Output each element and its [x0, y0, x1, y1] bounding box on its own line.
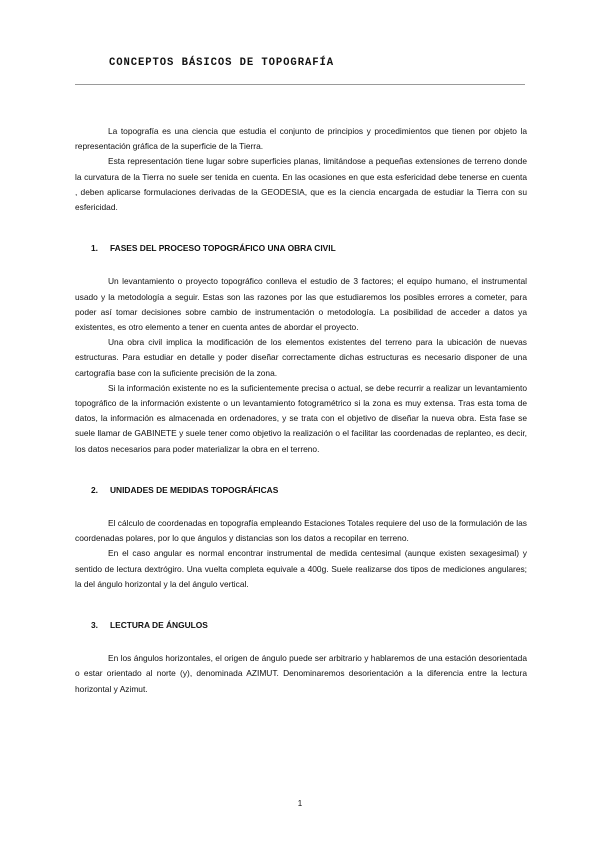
document-body — [75, 124, 527, 697]
section-3-number: 3. — [91, 620, 98, 631]
intro-paragraph-2: Esta representación tiene lugar sobre superficies planas, limitándose a pequeñas extensiones de terreno donde la curvatura de la Tierra no suele ser tenida en cuenta. En las ocasiones en que esta esfericidad debe tenerse en cuenta , deben aplicarse formulaciones derivadas de la GEODESIA, que es la ciencia encargada de estudiar la Tierra con su esfericidad. — [75, 156, 527, 213]
section-3-paragraph-1: En los ángulos horizontales, el origen de ángulo puede ser arbitrario y hablaremos de una estación desorientada o estar orientado al norte (y), denominada AZIMUT. Denominaremos desorientación a la diferencia entre la lectura horizontal y Azimut. — [75, 653, 527, 694]
section-2-number: 2. — [91, 484, 98, 495]
section-1-heading — [75, 241, 527, 256]
section-1-paragraph-1: Un levantamiento o proyecto topográfico conlleva el estudio de 3 factores; el equipo humano, el instrumental usado y la metodología a seguir. Estas son las razones por las que estudiaremos los posibles errores a cometer, para poder así tomar decisiones sobre cambio de instrumentación o metodología. La posibilidad de acceder a datos ya existentes, es otro elemento a tener en cuenta antes de abordar el proyecto. — [75, 276, 527, 333]
section-1-title: FASES DEL PROCESO TOPOGRÁFICO UNA OBRA CIVIL — [110, 243, 336, 254]
section-1-paragraph-2: Una obra civil implica la modificación de los elementos existentes del terreno para la ubicación de nuevas estructuras. Para estudiar en detalle y poder diseñar correctamente dichas estructuras es necesario disponer de una cartografía base con la suficiente precisión de la zona. — [75, 337, 527, 378]
page-title: CONCEPTOS BÁSICOS DE TOPOGRAFÍA — [109, 57, 334, 69]
section-3-heading — [75, 618, 527, 633]
section-2-paragraph-2: En el caso angular es normal encontrar instrumental de medida centesimal (aunque existen sexagesimal) y sentido de lectura dextrógiro. Una vuelta completa equivale a 400g. Suele realizarse dos tipos de mediciones angulares; la del ángulo horizontal y la del ángulo vertical. — [75, 548, 527, 589]
section-1-number: 1. — [91, 243, 98, 254]
section-3-title: LECTURA DE ÁNGULOS — [110, 620, 208, 631]
section-2-title: UNIDADES DE MEDIDAS TOPOGRÁFICAS — [110, 484, 279, 495]
title-divider — [75, 84, 525, 85]
page-number: 1 — [297, 799, 303, 808]
section-2-paragraph-1: El cálculo de coordenadas en topografía empleando Estaciones Totales requiere del uso de la formulación de las coordenadas polares, por lo que ángulos y distancias son los datos a recopilar en terreno. — [75, 518, 527, 544]
section-2-heading — [75, 483, 527, 498]
intro-paragraph-1: La topografía es una ciencia que estudia el conjunto de principios y procedimientos que tienen por objeto la representación gráfica de la superficie de la Tierra. — [75, 126, 527, 152]
section-1-paragraph-3: Si la información existente no es la suficientemente precisa o actual, se debe recurrir a realizar un levantamiento topográfico de la información existente o un levantamiento fotogramétrico si la zona es muy extensa. Tras esta toma de datos, la información es almacenada en ordenadores, y se trata con el objetivo de diseñar la nueva obra. Esta fase se suele llamar de GABINETE y suele tener como objetivo la realización o el facilitar las coordenadas de replanteo, es decir, los datos necesarios para poder materializar la obra en el terreno. — [75, 382, 527, 454]
